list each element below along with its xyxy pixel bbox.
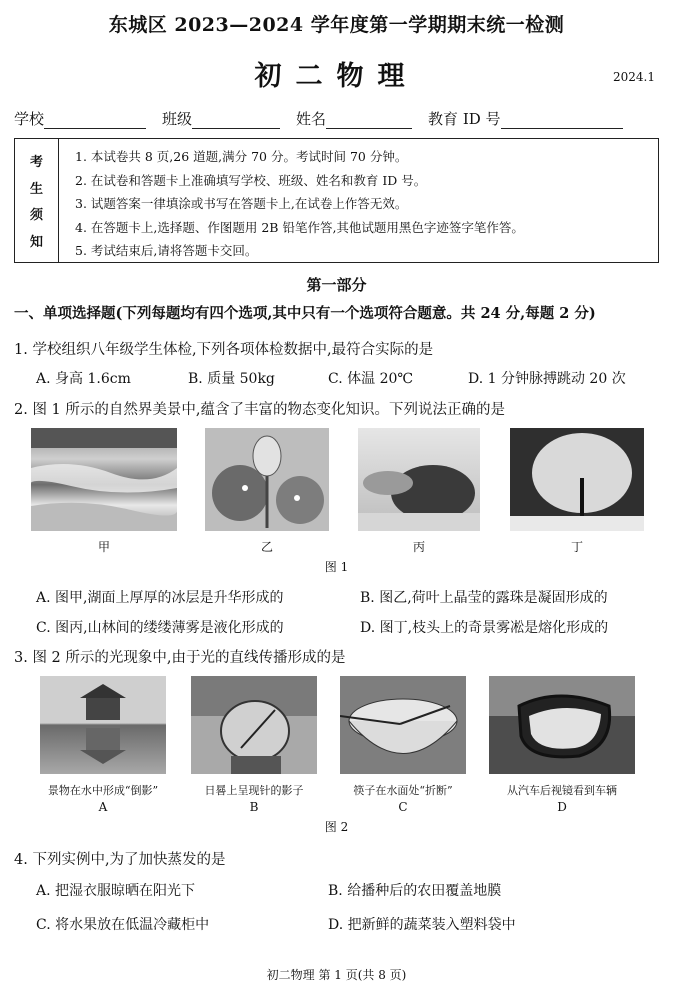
q4-option-b: B. 给播种后的农田覆盖地膜 [328, 883, 502, 899]
figure-2-caption: 图 2 [324, 820, 349, 834]
school-label: 学校 [14, 110, 45, 128]
q1-stem: 1. 学校组织八年级学生体检,下列各项体检数据中,最符合实际的是 [14, 342, 434, 358]
fig1-label-ding: 丁 [570, 540, 583, 554]
edu-id-field[interactable] [501, 110, 623, 129]
figure-1-caption: 图 1 [324, 560, 349, 574]
q1-option-c: C. 体温 20℃ [328, 371, 414, 387]
page-footer: 初二物理 第 1 页(共 8 页) [266, 968, 407, 982]
fig2-caption-c: 筷子在水面处“折断” [353, 784, 453, 797]
ice-lake-illustration [31, 428, 177, 531]
lotus-photo [205, 428, 329, 531]
fig1-label-bing: 丙 [412, 540, 425, 554]
ice-lake-photo [31, 428, 177, 531]
fog-illustration [358, 428, 480, 531]
section-title: 一、单项选择题(下列每题均有四个选项,其中只有一个选项符合题意。共 24 分,每题 2 分) [14, 305, 596, 322]
fig1-label-yi: 乙 [260, 540, 273, 554]
fig2-caption-d: 从汽车后视镜看到车辆 [507, 784, 617, 797]
notice-list [75, 145, 524, 263]
foggy-forest-photo [358, 428, 480, 531]
notice-item: 4. 在答题卡上,选择题、作图题用 2B 铅笔作答,其他试题用黑色字迹签字笔作答。 [75, 219, 524, 235]
student-info-line [14, 108, 664, 129]
notice-item: 5. 考试结束后,请将答题卡交回。 [75, 243, 258, 258]
q1-option-a: A. 身高 1.6cm [36, 371, 131, 387]
notice-item: 1. 本试卷共 8 页,26 道题,满分 70 分。考试时间 70 分钟。 [75, 149, 408, 164]
fig2-letter-c: C [398, 800, 408, 814]
fig2-letter-d: D [557, 800, 567, 814]
lotus-illustration [205, 428, 329, 531]
fig2-caption-a: 景物在水中形成“倒影” [47, 784, 159, 797]
fig2-caption-b: 日晷上呈现针的影子 [204, 784, 304, 797]
exam-notice-box [14, 138, 659, 263]
fig2-letter-b: B [249, 800, 259, 814]
q4-option-c: C. 将水果放在低温冷藏柜中 [36, 917, 210, 933]
sundial-illustration [191, 676, 317, 774]
name-label: 姓名 [296, 110, 327, 128]
q1-option-b: B. 质量 50kg [188, 371, 275, 387]
chopsticks-photo [340, 676, 466, 774]
q3-stem: 3. 图 2 所示的光现象中,由于光的直线传播形成的是 [14, 650, 346, 666]
car-mirror-photo [489, 676, 635, 774]
q4-option-a: A. 把湿衣服晾晒在阳光下 [36, 883, 196, 899]
q2-stem: 2. 图 1 所示的自然界美景中,蕴含了丰富的物态变化知识。下列说法正确的是 [14, 402, 505, 418]
q1-option-d: D. 1 分钟脉搏跳动 20 次 [468, 371, 626, 387]
q4-option-d: D. 把新鲜的蔬菜装入塑料袋中 [328, 917, 516, 933]
exam-date: 2024.1 [613, 70, 655, 84]
notice-item: 2. 在试卷和答题卡上准确填写学校、班级、姓名和教育 ID 号。 [75, 172, 427, 188]
exam-title: 东城区 2023—2024 学年度第一学期期末统一检测 [108, 14, 565, 36]
subject-title: 初二物理 [254, 61, 419, 92]
rime-tree-photo [510, 428, 644, 531]
mirror-illustration [489, 676, 635, 774]
notice-side-label: 考 生 须 知 [15, 139, 59, 262]
part-title: 第一部分 [306, 276, 367, 294]
fig2-letter-a: A [98, 800, 108, 814]
name-field[interactable] [326, 110, 412, 129]
q2-option-d: D. 图丁,枝头上的奇景雾凇是熔化形成的 [360, 620, 609, 636]
class-label: 班级 [162, 110, 193, 128]
tower-reflection-illustration [40, 676, 166, 774]
q2-option-b: B. 图乙,荷叶上晶莹的露珠是凝固形成的 [360, 590, 608, 606]
class-field[interactable] [192, 110, 280, 129]
bowl-illustration [340, 676, 466, 774]
fig1-label-jia: 甲 [97, 540, 110, 554]
reflection-photo [40, 676, 166, 774]
q2-option-a: A. 图甲,湖面上厚厚的冰层是升华形成的 [36, 590, 284, 606]
rime-illustration [510, 428, 644, 531]
edu-id-label: 教育 ID 号 [428, 110, 501, 128]
q4-stem: 4. 下列实例中,为了加快蒸发的是 [14, 852, 226, 868]
notice-item: 3. 试题答案一律填涂或书写在答题卡上,在试卷上作答无效。 [75, 196, 408, 211]
sundial-photo [191, 676, 317, 774]
school-field[interactable] [44, 110, 146, 129]
q2-option-c: C. 图丙,山林间的缕缕薄雾是液化形成的 [36, 620, 284, 636]
